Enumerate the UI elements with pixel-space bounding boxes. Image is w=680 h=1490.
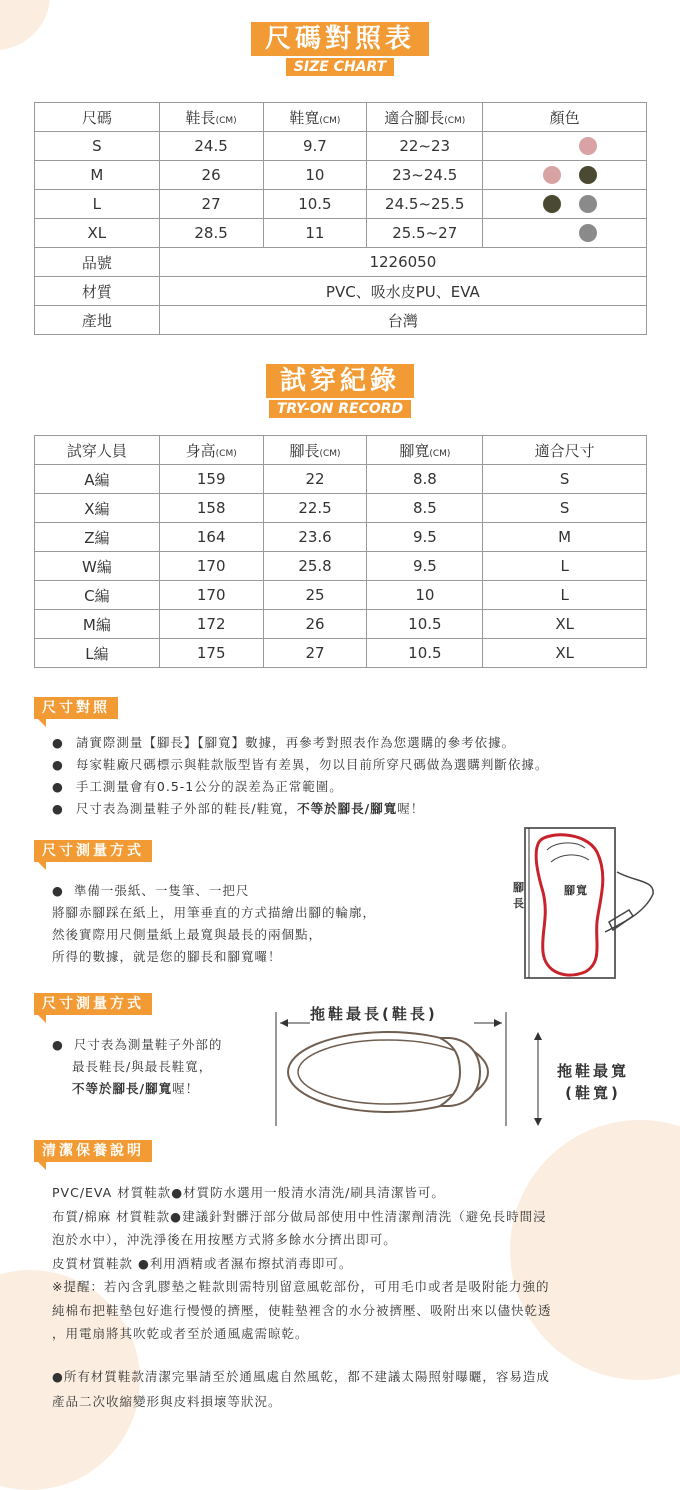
shoe-width-cell-text: 11 <box>305 224 325 242</box>
shoe-width-cell <box>263 132 367 161</box>
cleaning-line-3: 泡於水中），沖洗淨後在用按壓方式將多餘水分擠出即可。 <box>52 1232 397 1247</box>
measure2-line-2: 最長鞋長/與最長鞋寬， <box>72 1059 213 1074</box>
shoe-width-label-1: 拖鞋最寬 <box>557 1062 630 1080</box>
tryon-header-cell <box>263 436 367 465</box>
shoe-width-label <box>557 1060 629 1104</box>
measure-tag: 尺寸測量方式 <box>34 840 152 862</box>
tryon-header-cell-text: 身高 <box>185 441 216 460</box>
foot-length-cell <box>263 581 367 610</box>
foot-length-cell <box>263 610 367 639</box>
height-cell-text: 158 <box>196 499 226 517</box>
size-header-row <box>35 103 647 132</box>
shoe-length-cell <box>159 132 263 161</box>
cleaning-final <box>52 1364 550 1414</box>
table-row <box>35 581 647 610</box>
height-cell <box>159 610 263 639</box>
tryon-header-cell <box>159 436 263 465</box>
size-header-cell <box>367 103 483 132</box>
info-label-cell-text: 品號 <box>81 253 112 272</box>
color-cell <box>483 132 647 161</box>
size-chart-banner <box>251 22 429 76</box>
info-label-cell <box>35 248 160 277</box>
fit-size-cell-text: S <box>559 499 570 517</box>
foot-width-cell <box>367 494 483 523</box>
foot-width-cell <box>367 523 483 552</box>
color-swatch <box>579 137 597 155</box>
size-ref-bullet-1: ● 請實際測量【腳長】【腳寬】數據，再參考對照表作為您選購的參考依據。 <box>52 732 548 754</box>
foot-length-cell <box>263 494 367 523</box>
tester-cell-text: M編 <box>82 615 111 634</box>
table-row <box>35 219 647 248</box>
size-cell-text: S <box>92 137 102 155</box>
fit-length-cell-text: 25.5~27 <box>392 224 458 242</box>
foot-length-cell-text: 26 <box>305 615 325 633</box>
measure2-text <box>52 1034 222 1100</box>
size-ref-bullet-4-end: 喔！ <box>397 801 425 816</box>
shoe-length-cell-text: 26 <box>201 166 221 184</box>
shoe-length-cell <box>159 190 263 219</box>
shoe-width-cell <box>263 161 367 190</box>
fit-length-cell-text: 23~24.5 <box>392 166 458 184</box>
size-chart-title: 尺碼對照表 <box>251 22 429 56</box>
size-header-cell <box>483 103 647 132</box>
info-row <box>35 248 647 277</box>
height-cell <box>159 494 263 523</box>
info-label-cell <box>35 277 160 306</box>
info-value-cell <box>159 306 646 335</box>
size-ref-bullet-4-text: 尺寸表為測量鞋子外部的鞋長/鞋寬， <box>75 801 298 816</box>
info-row <box>35 277 647 306</box>
color-swatch <box>579 166 597 184</box>
shoe-length-cell <box>159 219 263 248</box>
fit-size-cell <box>483 552 647 581</box>
cleaning-line-5: ※提醒：若內含乳膠墊之鞋款則需特別留意風乾部份，可用毛巾或者是吸附能力強的 <box>52 1279 550 1294</box>
fit-length-cell <box>367 219 483 248</box>
tryon-header-cell <box>483 436 647 465</box>
tryon-subtitle: TRY-ON RECORD <box>269 400 411 418</box>
shoe-width-cell <box>263 219 367 248</box>
cleaning-line-4: 皮質材質鞋款 ●利用酒精或者濕布擦拭消毒即可。 <box>52 1255 353 1271</box>
table-row <box>35 494 647 523</box>
foot-length-label: 腳長 <box>513 881 525 910</box>
fit-size-cell-text: L <box>560 557 569 575</box>
fit-size-cell <box>483 494 647 523</box>
foot-width-label: 腳寬 <box>564 884 588 897</box>
size-cell <box>35 161 160 190</box>
size-chart-table <box>34 102 647 335</box>
size-cell <box>35 132 160 161</box>
table-row <box>35 465 647 494</box>
info-value-cell <box>159 248 646 277</box>
table-row <box>35 161 647 190</box>
tryon-header-cell-unit: (CM) <box>215 448 237 459</box>
color-swatch <box>579 224 597 242</box>
table-row <box>35 552 647 581</box>
shoe-width-cell-text: 10 <box>305 166 325 184</box>
height-cell-text: 159 <box>196 470 226 488</box>
height-cell <box>159 581 263 610</box>
tester-cell-text: C編 <box>84 586 110 605</box>
fit-size-cell <box>483 639 647 668</box>
height-cell-text: 172 <box>196 615 226 633</box>
tryon-title: 試穿紀錄 <box>266 364 414 398</box>
tester-cell-text: A編 <box>84 470 110 489</box>
bg-blob-top-left <box>0 0 50 50</box>
measure-line-2: 將腳赤腳踩在紙上，用筆垂直的方式描繪出腳的輪廓， <box>52 905 377 920</box>
fit-length-cell-text: 24.5~25.5 <box>385 195 465 213</box>
info-value-cell <box>159 277 646 306</box>
fit-length-cell <box>367 132 483 161</box>
tryon-table <box>34 435 647 668</box>
height-cell-text: 175 <box>196 644 226 662</box>
fit-size-cell <box>483 523 647 552</box>
measure2-line-1: ● 尺寸表為測量鞋子外部的 <box>52 1037 223 1052</box>
fit-size-cell <box>483 465 647 494</box>
size-header-cell-unit: (CM) <box>319 115 341 126</box>
shoe-width-label-2: (鞋寬) <box>565 1084 621 1102</box>
size-cell-text: L <box>92 195 102 213</box>
table-row <box>35 523 647 552</box>
foot-measure-illustration <box>505 822 665 982</box>
tester-cell <box>35 639 160 668</box>
color-cell <box>483 190 647 219</box>
tester-cell-text: L編 <box>85 644 109 663</box>
fit-size-cell-text: M <box>558 528 572 546</box>
cleaning-final-2: 產品二次收縮變形與皮料損壞等狀況。 <box>52 1394 282 1409</box>
info-label-cell-text: 產地 <box>81 311 112 330</box>
shoe-length-cell-text: 24.5 <box>194 137 228 155</box>
size-cell-text: XL <box>87 224 107 242</box>
info-value-cell-text: 台灣 <box>387 311 418 330</box>
tryon-header-row <box>35 436 647 465</box>
measure2-line-3-bold: 不等於腳長/腳寬 <box>72 1081 173 1096</box>
tester-cell-text: Z編 <box>84 528 110 547</box>
tester-cell <box>35 523 160 552</box>
height-cell-text: 170 <box>196 557 226 575</box>
tester-cell <box>35 465 160 494</box>
size-header-cell-text: 尺碼 <box>81 108 112 127</box>
tryon-banner <box>266 364 414 418</box>
fit-size-cell-text: L <box>560 586 569 604</box>
foot-length-cell-text: 22 <box>305 470 325 488</box>
fit-size-cell-text: S <box>559 470 570 488</box>
foot-length-cell-text: 27 <box>305 644 325 662</box>
foot-width-cell <box>367 552 483 581</box>
height-cell-text: 170 <box>196 586 226 604</box>
table-row <box>35 190 647 219</box>
tester-cell <box>35 581 160 610</box>
table-row <box>35 639 647 668</box>
size-chart-subtitle: SIZE CHART <box>286 58 394 76</box>
size-ref-bullet-2: ● 每家鞋廠尺碼標示與鞋款版型皆有差異，勿以目前所穿尺碼做為選購判斷依據。 <box>52 754 548 776</box>
tryon-header-cell-unit: (CM) <box>429 448 451 459</box>
size-ref-tag: 尺寸對照 <box>34 697 118 719</box>
measure2-line-1-text: 尺寸表為測量鞋子外部的 <box>73 1037 223 1052</box>
height-cell <box>159 639 263 668</box>
foot-length-cell-text: 25 <box>305 586 325 604</box>
size-header-cell <box>263 103 367 132</box>
foot-length-cell-text: 25.8 <box>298 557 332 575</box>
foot-width-cell-text: 10.5 <box>408 644 442 662</box>
measure-line-1-text: 準備一張紙、一隻筆、一把尺 <box>73 883 250 898</box>
tryon-header-cell-unit: (CM) <box>319 448 341 459</box>
height-cell <box>159 465 263 494</box>
foot-width-cell <box>367 581 483 610</box>
size-ref-bullet-4-bold: 不等於腳長/腳寬 <box>297 801 398 816</box>
shoe-length-cell-text: 27 <box>201 195 221 213</box>
color-swatch <box>543 195 561 213</box>
tryon-header-cell <box>35 436 160 465</box>
height-cell <box>159 552 263 581</box>
shoe-length-cell <box>159 161 263 190</box>
cleaning-line-7: ，用電扇將其吹乾或者至於通風處需晾乾。 <box>52 1326 309 1341</box>
size-ref-bullets <box>52 732 548 820</box>
table-row <box>35 610 647 639</box>
fit-length-cell <box>367 161 483 190</box>
fit-length-cell <box>367 190 483 219</box>
size-cell-text: M <box>90 166 104 184</box>
size-header-cell-unit: (CM) <box>444 115 466 126</box>
size-header-cell-text: 鞋長 <box>185 108 216 127</box>
tryon-header-cell-text: 腳長 <box>289 441 320 460</box>
size-cell <box>35 190 160 219</box>
color-swatch <box>579 195 597 213</box>
color-cell <box>483 161 647 190</box>
cleaning-final-1: ●所有材質鞋款清潔完畢請至於通風處自然風乾，都不建議太陽照射曝曬，容易造成 <box>52 1369 550 1384</box>
info-value-cell-text: PVC、吸水皮PU、EVA <box>325 282 480 301</box>
size-header-cell-unit: (CM) <box>215 115 237 126</box>
tester-cell-text: W編 <box>81 557 112 576</box>
cleaning-tag: 清潔保養說明 <box>34 1140 152 1162</box>
fit-size-cell-text: XL <box>555 615 574 633</box>
height-cell-text: 164 <box>196 528 226 546</box>
cleaning-text <box>52 1181 552 1346</box>
foot-length-cell <box>263 639 367 668</box>
size-header-cell-text: 鞋寬 <box>289 108 320 127</box>
foot-length-cell <box>263 552 367 581</box>
foot-width-cell-text: 8.8 <box>412 470 437 488</box>
measure-line-1: ● 準備一張紙、一隻筆、一把尺 <box>52 883 250 898</box>
shoe-width-cell-text: 10.5 <box>298 195 332 213</box>
foot-width-cell <box>367 610 483 639</box>
fit-length-cell-text: 22~23 <box>399 137 451 155</box>
shoe-length-label: 拖鞋最長(鞋長) <box>310 1005 438 1023</box>
size-header-cell <box>35 103 160 132</box>
color-swatch <box>543 166 561 184</box>
tester-cell <box>35 610 160 639</box>
foot-length-cell <box>263 523 367 552</box>
size-header-cell-text: 顏色 <box>549 108 580 127</box>
tryon-header-cell-text: 腳寬 <box>399 441 430 460</box>
foot-width-cell-text: 9.5 <box>412 528 437 546</box>
foot-width-cell-text: 9.5 <box>412 557 437 575</box>
foot-width-cell <box>367 639 483 668</box>
size-ref-bullet-4 <box>52 798 548 820</box>
info-label-cell-text: 材質 <box>81 282 112 301</box>
measure2-line-3-end: 喔！ <box>172 1081 200 1096</box>
measure-line-4: 所得的數據，就是您的腳長和腳寬囉！ <box>52 949 282 964</box>
info-value-cell-text: 1226050 <box>369 253 437 271</box>
foot-length-cell-text: 23.6 <box>298 528 332 546</box>
size-header-cell-text: 適合腳長 <box>384 108 445 127</box>
info-row <box>35 306 647 335</box>
cleaning-line-1: PVC/EVA 材質鞋款●材質防水選用一般清水清洗/刷具清潔皆可。 <box>52 1185 445 1200</box>
info-label-cell <box>35 306 160 335</box>
measure-text <box>52 880 376 968</box>
tester-cell <box>35 552 160 581</box>
size-ref-bullet-3: ● 手工測量會有0.5-1公分的誤差為正常範圍。 <box>52 776 548 798</box>
shoe-length-cell-text: 28.5 <box>194 224 228 242</box>
foot-width-cell <box>367 465 483 494</box>
shoe-width-cell <box>263 190 367 219</box>
fit-size-cell <box>483 581 647 610</box>
fit-size-cell-text: XL <box>555 644 574 662</box>
foot-width-cell-text: 10 <box>415 586 435 604</box>
cleaning-line-6: 純棉布把鞋墊包好進行慢慢的擠壓，使鞋墊裡含的水分被擠壓、吸附出來以儘快乾透 <box>52 1302 552 1318</box>
tryon-header-cell-text: 試穿人員 <box>66 441 127 460</box>
measure-line-3: 然後實際用尺側量紙上最寬與最長的兩個點， <box>52 927 323 942</box>
tester-cell <box>35 494 160 523</box>
tester-cell-text: X編 <box>84 499 110 518</box>
size-header-cell <box>159 103 263 132</box>
height-cell <box>159 523 263 552</box>
table-row <box>35 132 647 161</box>
foot-length-cell-text: 22.5 <box>298 499 332 517</box>
color-cell <box>483 219 647 248</box>
foot-width-cell-text: 8.5 <box>412 499 437 517</box>
cleaning-line-2: 布質/棉麻 材質鞋款●建議針對髒汙部分做局部使用中性清潔劑清洗（避免長時間浸 <box>52 1208 547 1224</box>
fit-size-cell <box>483 610 647 639</box>
tryon-header-cell-text: 適合尺寸 <box>534 441 595 460</box>
measure2-tag: 尺寸測量方式 <box>34 993 152 1015</box>
tryon-header-cell <box>367 436 483 465</box>
foot-length-cell <box>263 465 367 494</box>
foot-width-cell-text: 10.5 <box>408 615 442 633</box>
measure2-line-3 <box>52 1078 222 1100</box>
shoe-width-cell-text: 9.7 <box>302 137 327 155</box>
size-cell <box>35 219 160 248</box>
